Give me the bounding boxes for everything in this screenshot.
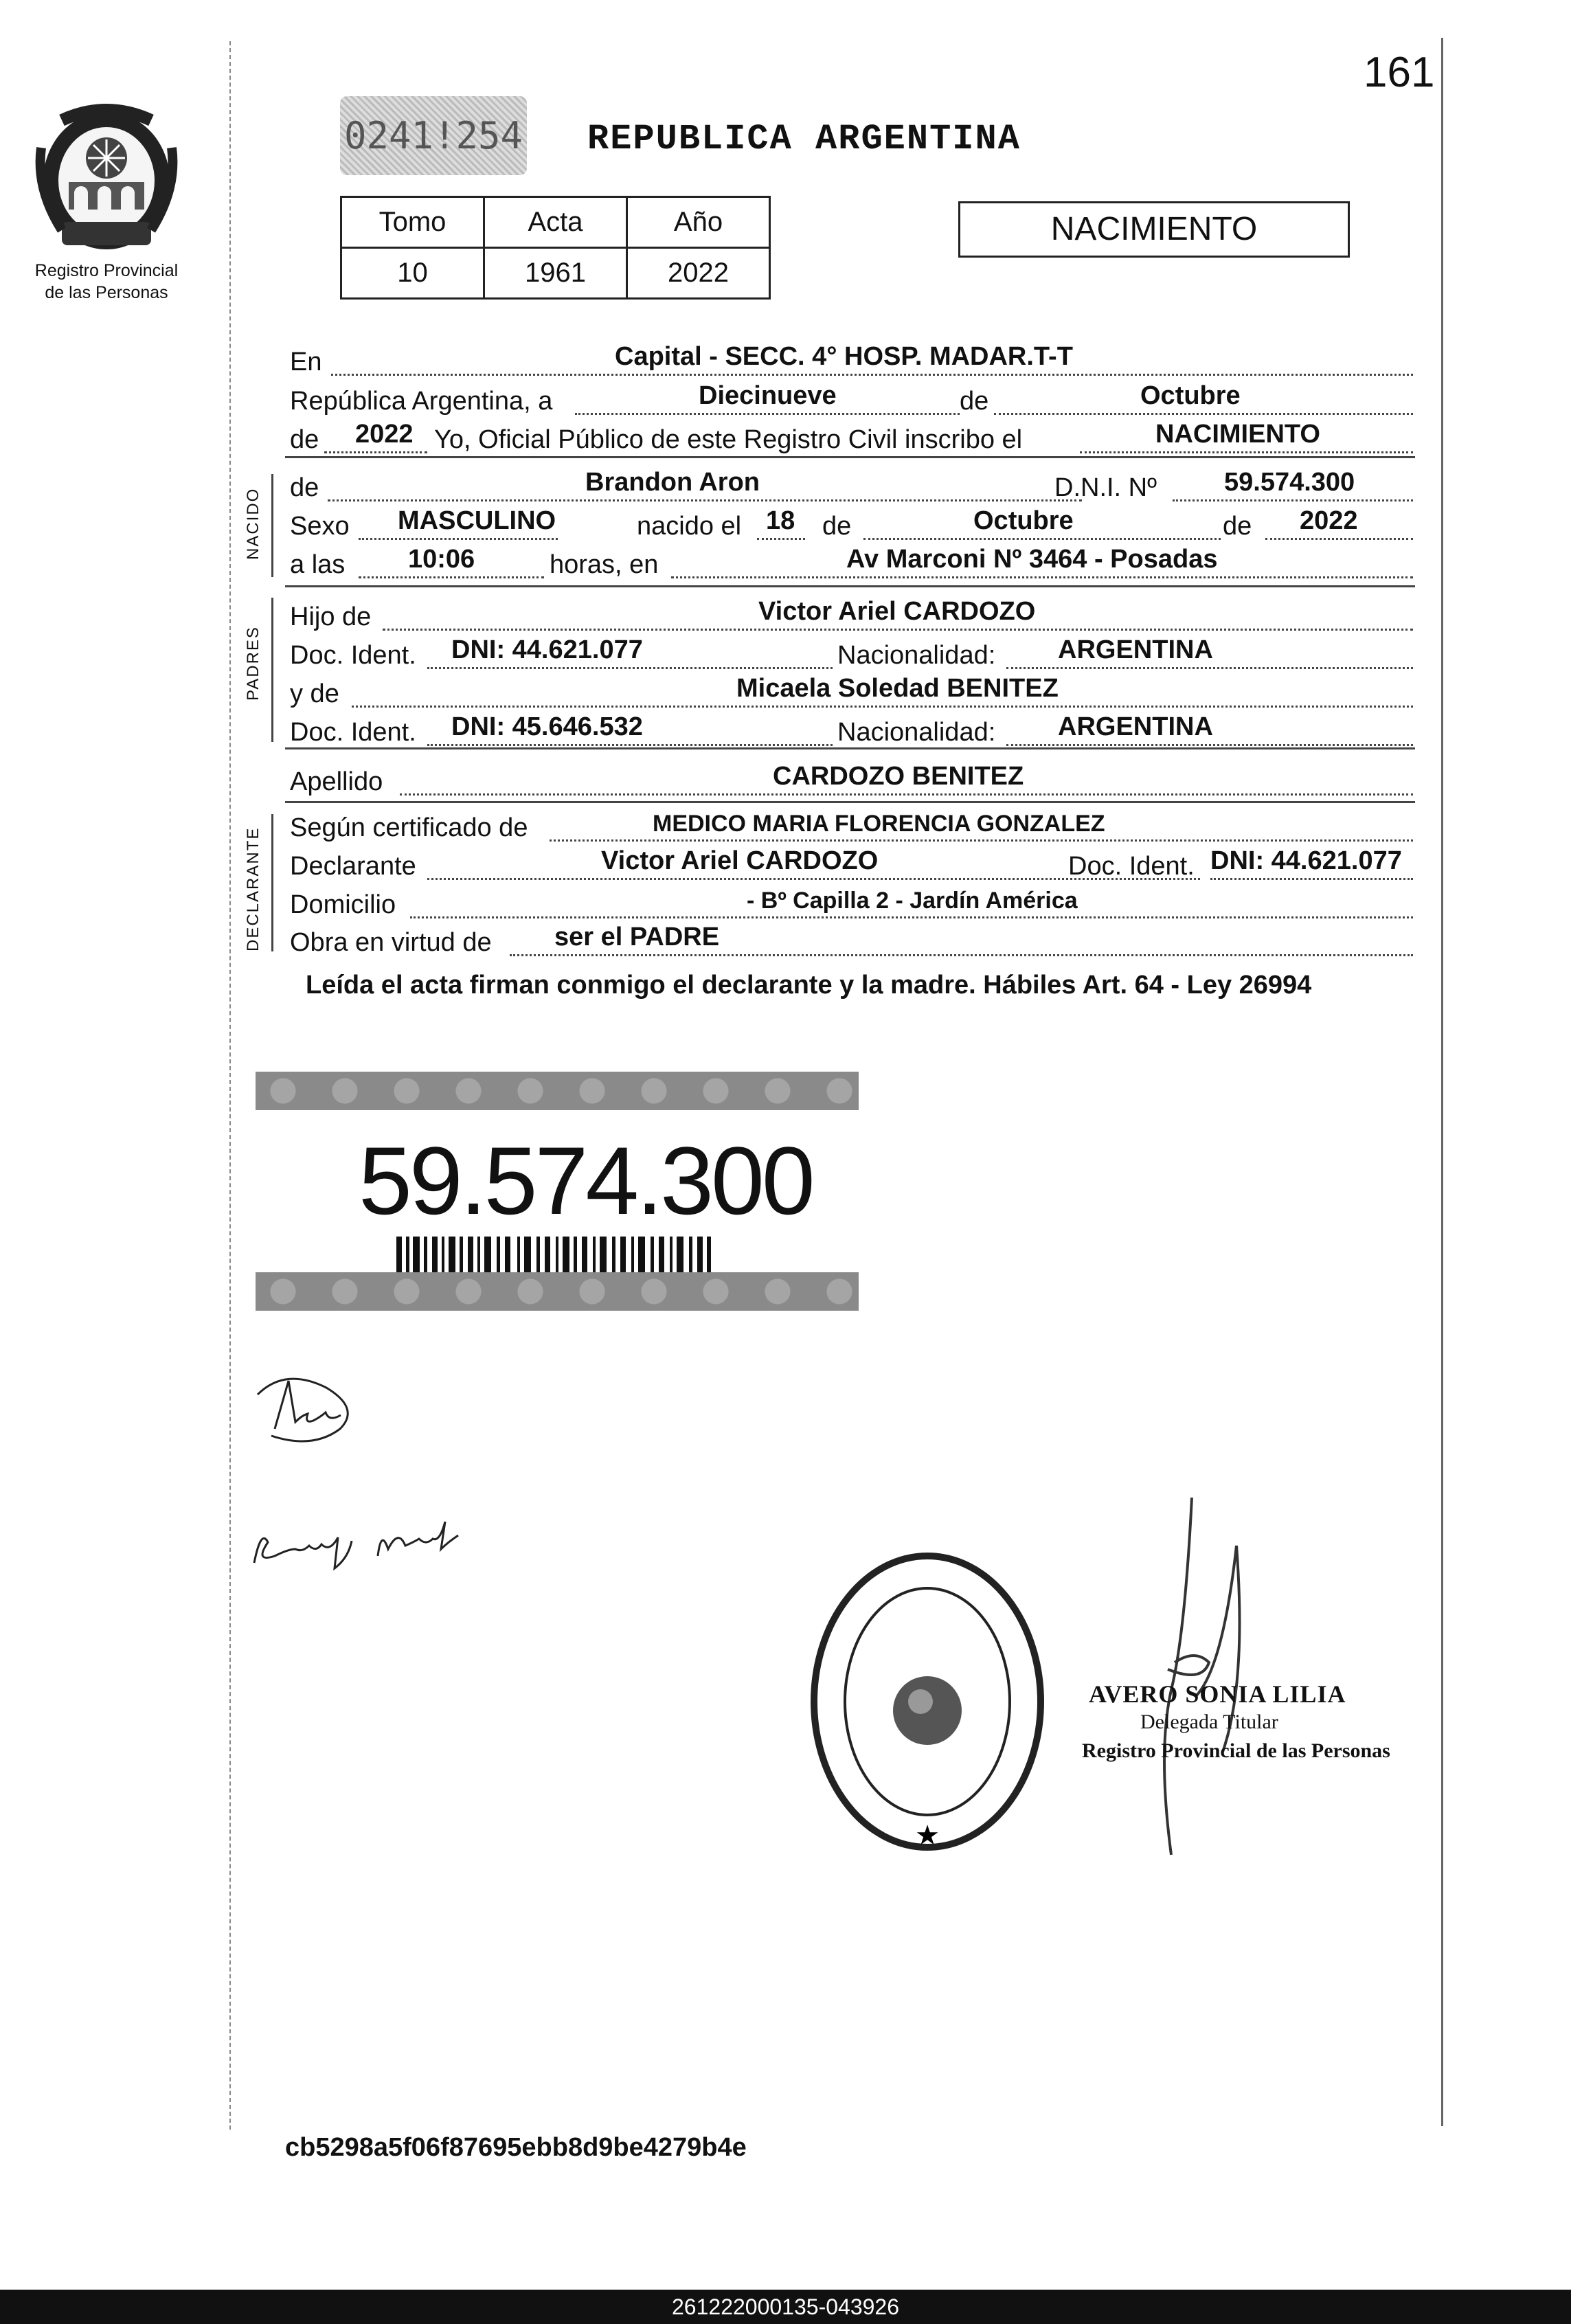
section-rule (285, 747, 1415, 749)
section-rule (285, 585, 1415, 587)
declarante-side-label: DECLARANTE (244, 826, 262, 951)
dni-sticker-number: 59.574.300 (359, 1127, 813, 1234)
dotted-line (510, 954, 1413, 956)
row-father (290, 595, 1413, 633)
row-address (290, 883, 1413, 921)
father-name-value: Victor Ariel CARDOZO (758, 597, 1036, 626)
dotted-line (671, 576, 1413, 578)
footer-bar (0, 2290, 1571, 2324)
nacionalidad-label: Nacionalidad: (837, 718, 996, 747)
birth-location-value: Av Marconi Nº 3464 - Posadas (846, 545, 1218, 574)
dotted-line (1210, 878, 1413, 880)
dotted-line (550, 839, 1413, 842)
row-year (290, 418, 1413, 456)
serial-stamp: 0241!254 (340, 96, 527, 175)
nacido-side-label: NACIDO (244, 487, 262, 560)
mother-nationality-value: ARGENTINA (1058, 712, 1213, 741)
dotted-line (324, 451, 427, 453)
dotted-line (352, 706, 1413, 708)
en-label: En (290, 348, 322, 376)
row-born-sex (290, 504, 1413, 543)
dotted-line (359, 576, 544, 578)
place-value: Capital - SECC. 4° HOSP. MADAR.T-T (615, 342, 1073, 371)
mother-doc-value: DNI: 45.646.532 (451, 712, 643, 741)
dotted-line (400, 793, 1413, 796)
sexo-label: Sexo (290, 512, 350, 541)
section-bar (271, 814, 273, 951)
tomo-value: 10 (341, 248, 484, 299)
time-value: 10:06 (408, 545, 475, 574)
dotted-line (1080, 451, 1413, 453)
mother-signature-icon (247, 1508, 495, 1583)
de-label: de (290, 425, 319, 454)
acta-value: 1961 (484, 248, 627, 299)
official-name: AVERO SONIA LILIA (1089, 1680, 1346, 1708)
doc-label: Doc. Ident. (290, 718, 416, 747)
section-bar (271, 598, 273, 742)
registry-label (14, 260, 199, 304)
dotted-line (427, 744, 833, 746)
registry-label-line2: de las Personas (45, 283, 168, 302)
row-date (290, 379, 1413, 418)
official-office: Registro Provincial de las Personas (1082, 1739, 1390, 1762)
record-table-header-row (341, 197, 770, 248)
row-capacity (290, 921, 1413, 959)
record-table-value-row (341, 248, 770, 299)
capacity-value: ser el PADRE (554, 923, 720, 951)
hijo-label: Hijo de (290, 602, 372, 631)
child-name-value: Brandon Aron (585, 468, 760, 497)
nacido-label: nacido el (637, 512, 742, 541)
row-father-doc (290, 633, 1413, 672)
ano-header: Año (627, 197, 770, 248)
domicilio-label: Domicilio (290, 890, 396, 919)
section-bar (271, 474, 273, 577)
year-value: 2022 (355, 420, 414, 449)
section-rule (285, 456, 1415, 458)
row-mother-doc (290, 710, 1413, 749)
page-number: 161 (1364, 49, 1435, 96)
official-seal-icon (800, 1542, 1054, 1862)
birth-day-value: 18 (766, 506, 795, 535)
row-born-time (290, 543, 1413, 581)
nacionalidad-label: Nacionalidad: (837, 641, 996, 670)
ano-value: 2022 (627, 248, 770, 299)
father-nationality-value: ARGENTINA (1058, 635, 1213, 664)
row-place (290, 340, 1413, 379)
footer-id: 261222000135-043926 (672, 2294, 899, 2319)
row-surname (290, 760, 1413, 798)
dotted-line (994, 413, 1413, 415)
declarant-name-value: Victor Ariel CARDOZO (601, 846, 879, 875)
dotted-line (1173, 499, 1413, 501)
birth-month-value: Octubre (973, 506, 1074, 535)
de-label: de (822, 512, 852, 541)
obra-label: Obra en virtud de (290, 928, 492, 957)
row-born-name (290, 466, 1413, 504)
record-table (340, 196, 771, 300)
sex-value: MASCULINO (398, 506, 556, 535)
dotted-line (427, 667, 833, 669)
apellido-label: Apellido (290, 767, 383, 796)
closing-note: Leída el acta firman conmigo el declarante y la madre. Hábiles Art. 64 - Ley 26994 (306, 971, 1312, 1000)
country-title: REPUBLICA ARGENTINA (587, 119, 1021, 159)
de-label: de (290, 473, 319, 502)
day-value: Diecinueve (699, 381, 837, 410)
dotted-line (331, 374, 1413, 376)
dotted-line (575, 413, 960, 415)
month-value: Octubre (1140, 381, 1241, 410)
surname-value: CARDOZO BENITEZ (773, 762, 1024, 791)
sticker-band-bottom (256, 1272, 859, 1311)
dni-sticker (256, 1072, 859, 1316)
child-dni-value: 59.574.300 (1224, 468, 1355, 497)
tomo-header: Tomo (341, 197, 484, 248)
de-label: de (1223, 512, 1252, 541)
province-emblem-icon (34, 100, 179, 258)
row-declarant (290, 844, 1413, 883)
section-rule (285, 801, 1415, 803)
acta-header: Acta (484, 197, 627, 248)
dotted-line (410, 916, 1413, 918)
father-doc-value: DNI: 44.621.077 (451, 635, 643, 664)
declarante-label: Declarante (290, 852, 416, 881)
certificate-value: MEDICO MARIA FLORENCIA GONZALEZ (653, 811, 1105, 837)
dotted-line (1265, 538, 1413, 540)
dotted-line (863, 538, 1221, 540)
declarant-doc-value: DNI: 44.621.077 (1210, 846, 1402, 875)
birth-year-value: 2022 (1300, 506, 1358, 535)
dotted-line (757, 538, 805, 540)
right-margin-line (1441, 38, 1443, 2126)
a-las-label: a las (290, 550, 346, 579)
dotted-line (1006, 744, 1413, 746)
address-value: - Bº Capilla 2 - Jardín América (747, 888, 1078, 914)
row-mother (290, 672, 1413, 710)
official-title: Delegada Titular (1140, 1711, 1278, 1733)
svg-text:★: ★ (915, 1820, 940, 1851)
doc-label: Doc. Ident. (290, 641, 416, 670)
left-margin-line (229, 41, 231, 2130)
republic-label: República Argentina, a (290, 387, 553, 416)
horas-label: horas, en (550, 550, 659, 579)
registry-label-line1: Registro Provincial (34, 261, 179, 280)
de-label: de (960, 387, 989, 416)
certificado-label: Según certificado de (290, 813, 528, 842)
doc-label: Doc. Ident. (1068, 852, 1195, 881)
record-type-box: NACIMIENTO (958, 201, 1350, 258)
y-de-label: y de (290, 679, 339, 708)
row-certificate (290, 806, 1413, 844)
act-type-value: NACIMIENTO (1155, 420, 1320, 449)
dotted-line (359, 538, 558, 540)
declarant-signature-icon (247, 1367, 364, 1446)
inscribo-label: Yo, Oficial Público de este Registro Civil inscribo el (434, 425, 1023, 454)
dotted-line (383, 629, 1413, 631)
padres-side-label: PADRES (244, 626, 262, 701)
official-signature-icon (1127, 1491, 1278, 1862)
dotted-line (1006, 667, 1413, 669)
document-hash: cb5298a5f06f87695ebb8d9be4279b4e (285, 2133, 747, 2162)
mother-name-value: Micaela Soledad BENITEZ (736, 674, 1059, 703)
sticker-band-top (256, 1072, 859, 1110)
dotted-line (328, 499, 1082, 501)
dni-label: D.N.I. Nº (1054, 473, 1157, 502)
